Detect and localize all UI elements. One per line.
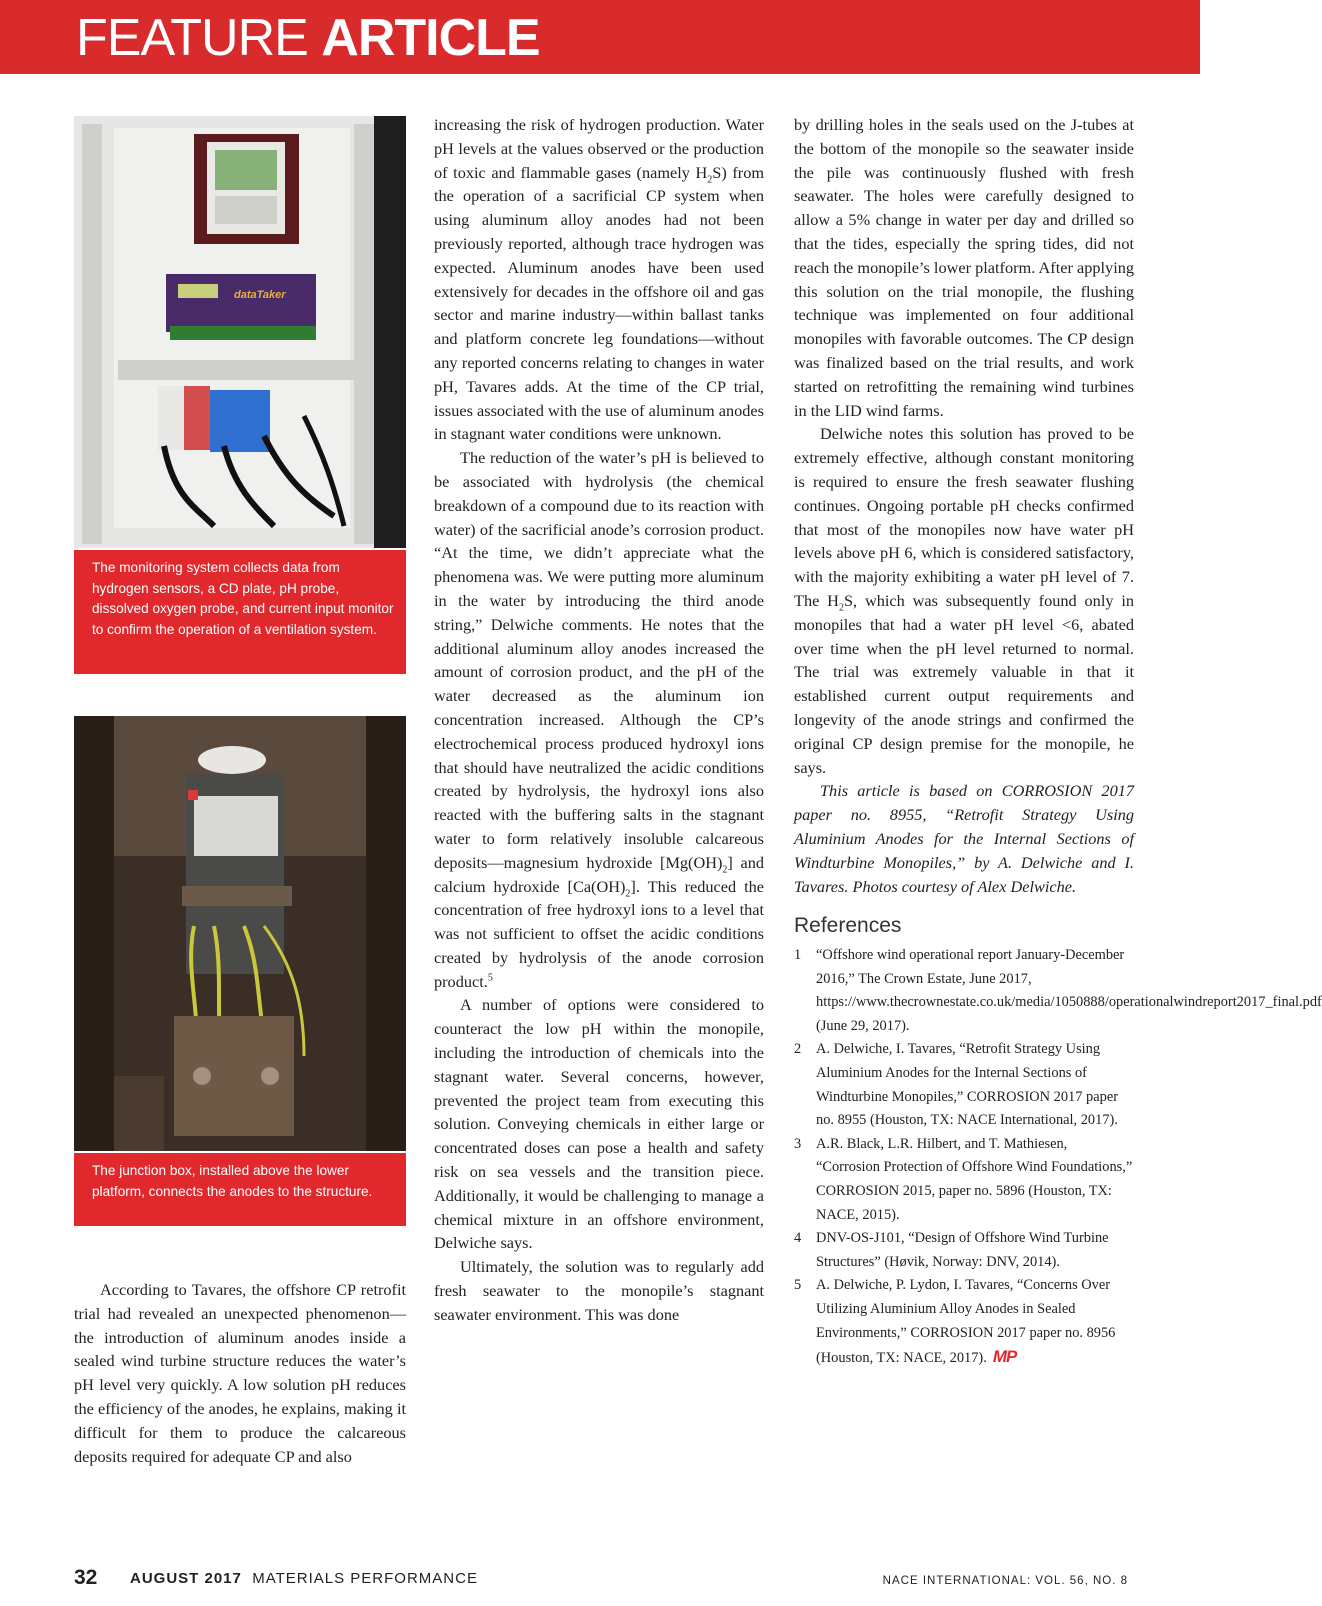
mp-logo-icon: MP <box>992 1347 1017 1367</box>
reference-item: 4 DNV-OS-J101, “Design of Offshore Wind Turbine Structures” (Høvik, Norway: DNV, 2014). <box>794 1230 1109 1270</box>
paragraph: According to Tavares, the offshore CP retrofit trial had revealed an unexpected phenomenon—the introduction of aluminum anodes inside a sealed wind turbine structure reduces the water’s pH level very quickly. A low solution pH reduces the efficiency of the anodes, he explains, making it difficult for them to produce the calcareous deposits required for adequate CP and also <box>74 1280 406 1466</box>
issue-line: AUGUST 2017 MATERIALS PERFORMANCE <box>130 1570 478 1587</box>
paragraph: Ultimately, the solution was to regularly add fresh seawater to the monopile’s stagnant seawater environment. This was done <box>434 1257 764 1324</box>
article-column-1 <box>74 1278 406 1468</box>
page-number: 32 <box>74 1566 98 1589</box>
paragraph: by drilling holes in the seals used on the J-tubes at the bottom of the monopile so the seawater inside the pile was continuously flushed with fresh seawater. The holes were carefully designed to allow a 5% change in water per day and drilled so that the tides, especially the spring tides, did not reach the monopile’s lower platform. After applying this solution on the trial monopile, the flushing technique was implemented on four additional monopiles with favorable outcomes. The CP design was finalized based on the trial results, and work started on retrofitting the remaining wind turbines in the LID wind farms. <box>794 115 1134 420</box>
junction-box-photo <box>74 716 406 1151</box>
volume-line: NACE INTERNATIONAL: VOL. 56, NO. 8 <box>882 1575 1128 1587</box>
header-banner <box>0 0 1200 74</box>
reference-item: 2 A. Delwiche, I. Tavares, “Retrofit Strategy Using Aluminium Anodes for the Internal Sections of Windturbine Monopiles,” CORROSION 2017 paper no. 8955 (Houston, TX: NACE International, 2017). <box>794 1041 1118 1129</box>
figure-caption-2: The junction box, installed above the lower platform, connects the anodes to the structure. <box>74 1153 406 1226</box>
paragraph: increasing the risk of hydrogen production. Water pH levels at the values observed or the production of toxic and flammable gases (namely $H_2S$) from the operation of a sacrificial CP system when using aluminum alloy anodes had not been previously reported, although trace hydrogen was expected. Aluminum anodes have been used extensively for decades in the offshore oil and gas sector and marine industry—within ballast tanks and platform concrete leg foundations—without any reported concerns relating to changes in water pH, Tavares adds. At the time of the CP trial, issues associated with the use of aluminum anodes in stagnant water conditions were unknown. <box>434 115 764 444</box>
reference-item: 3 A.R. Black, L.R. Hilbert, and T. Mathiesen, “Corrosion Protection of Offshore Wind Foundations,” CORROSION 2015, paper no. 5896 (Houston, TX: NACE, 2015). <box>794 1135 1133 1223</box>
figure-caption-1: The monitoring system collects data from hydrogen sensors, a CD plate, pH probe, dissolved oxygen probe, and current input monitor to confirm the operation of a ventilation system. <box>74 550 406 674</box>
references-heading: References <box>794 914 902 938</box>
section-title <box>76 10 540 66</box>
references-list <box>794 944 1322 1371</box>
monitoring-system-photo <box>74 116 406 548</box>
article-column-3 <box>794 113 1322 1371</box>
article-credit: This article is based on CORROSION 2017 paper no. 8955, “Retrofit Strategy Using Aluminium Anodes for the Internal Sections of Windturbine Monopiles,” by A. Delwiche and I. Tavares. Photos courtesy of Alex Delwiche. <box>794 781 1134 896</box>
reference-item: 5 A. Delwiche, P. Lydon, I. Tavares, “Concerns Over Utilizing Aluminium Alloy Anodes in Sealed Environments,” CORROSION 2017 paper no. 8956 (Houston, TX: NACE, 2017). MP <box>794 1274 1134 1370</box>
paragraph: The reduction of the water’s pH is believed to be associated with hydrolysis (the chemical breakdown of a compound due to its reaction with water) of the sacrificial anode’s corrosion product. “At the time, we didn’t appreciate what the phenomena was. We were putting more aluminum in the water by introducing the third anode string,” Delwiche comments. He notes that the additional aluminum alloy anodes increased the amount of corrosion product, and the pH of the water decreased as the aluminum ion concentration increased. Although the CP’s electrochemical process produced hydroxyl ions that should have neutralized the acidic conditions created by hydrolysis, the hydroxyl ions also reacted with the buffering salts in the stagnant water to form relatively insoluble calcareous deposits—magnesium hydroxide $[Mg(OH)_2]$ and calcium hydroxide $[Ca(OH)_2]$. This reduced the concentration of free hydroxyl ions to a level that was not sufficient to offset the acidic conditions created by hydrolysis of the anode corrosion product.$^5$ <box>434 448 764 991</box>
reference-item: 1 “Offshore wind operational report January-December 2016,” The Crown Estate, June 2017, https://www.thecrownestate.co.uk/media/1050888/operationalwindreport2017_final.pdf (June 29, 2017). <box>794 947 1322 1034</box>
section-title-light: FEATURE <box>76 9 308 67</box>
paragraph: Delwiche notes this solution has proved to be extremely effective, although constant monitoring is required to ensure the fresh seawater flushing continues. Ongoing portable pH checks confirmed that most of the monopiles now have water pH levels above pH 6, which is considered satisfactory, with the majority exhibiting a water pH level of 7. The $H_2S$, which was subsequently found only in monopiles that had a water pH level <6, abated over time when the pH level returned to normal. The trial was extremely valuable in that it established current output requirements and longevity of the anode strings and confirmed the original CP design premise for the monopile, he says. <box>794 424 1135 777</box>
paragraph: A number of options were considered to counteract the low pH within the monopile, including the introduction of chemicals into the stagnant water. Several concerns, however, prevented the project team from executing this solution. Conveying chemicals in either large or concentrated doses can pose a health and safety risk on sea vessels and the transition piece. Additionally, it would be challenging to manage a chemical mixture in an offshore environment, Delwiche says. <box>434 995 764 1253</box>
section-title-bold: ARTICLE <box>321 9 540 67</box>
article-column-2 <box>434 113 764 1327</box>
device-brand-label: dataTaker <box>234 289 286 301</box>
